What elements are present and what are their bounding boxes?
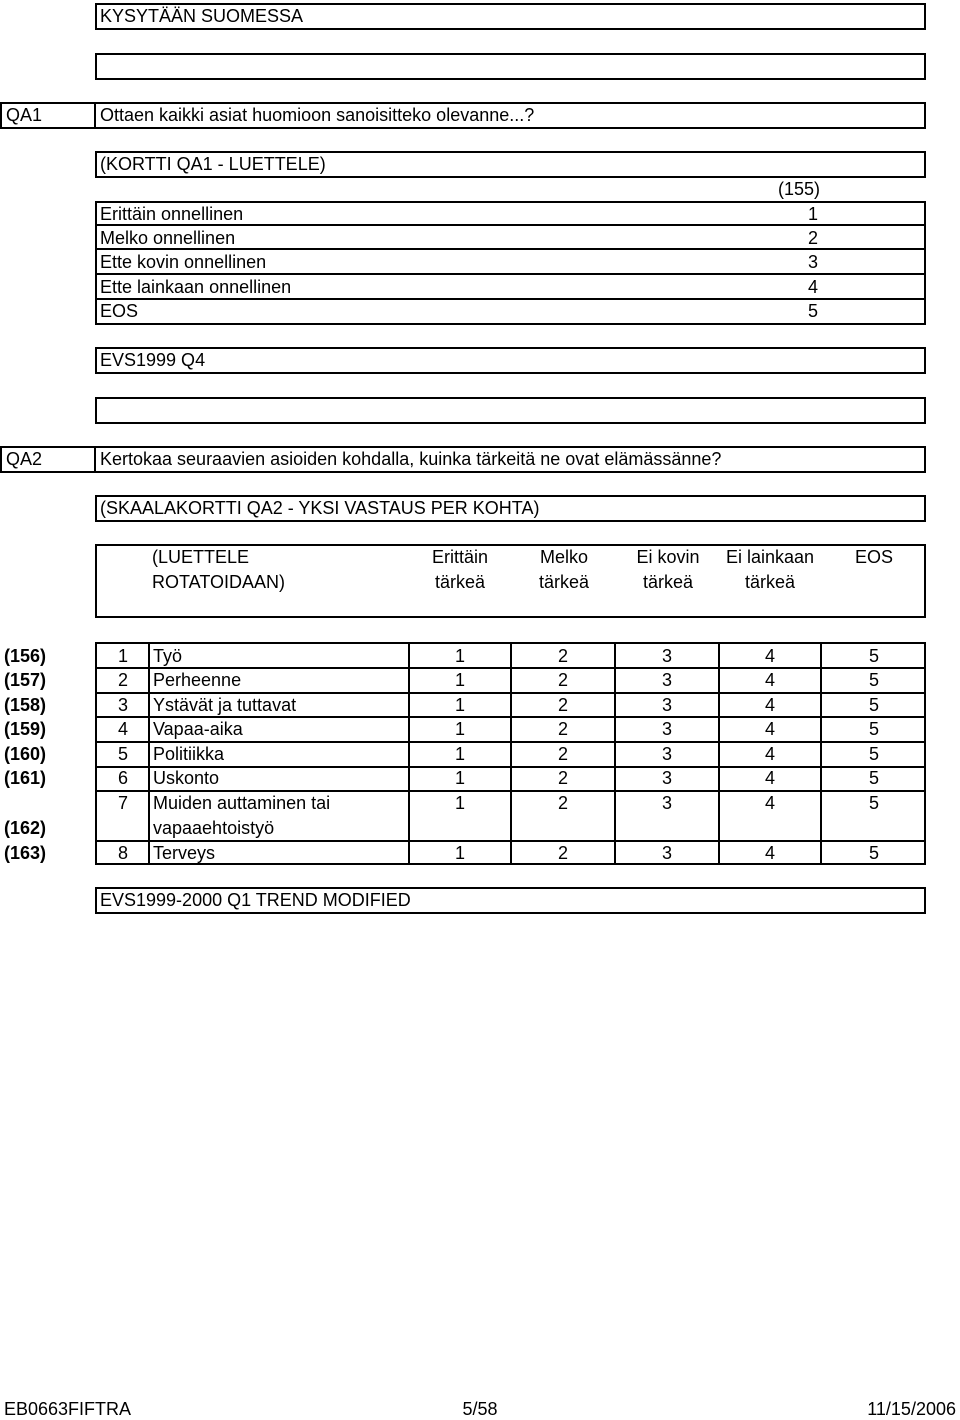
- qa2-row-var: (161): [4, 768, 47, 788]
- qa2-instruction: (SKAALAKORTTI QA2 - YKSI VASTAUS PER KOHTA): [100, 498, 540, 518]
- qa2-row-c1: 1: [454, 843, 465, 863]
- qa2-col1-header-line1: Erittäin: [431, 547, 489, 567]
- qa2-row-c3: 3: [661, 646, 672, 666]
- qa2-row-num: 8: [117, 843, 128, 863]
- qa2-row-num: 4: [117, 719, 128, 739]
- qa1-option-label: EOS: [100, 301, 139, 321]
- qa2-row-c2: 2: [557, 744, 568, 764]
- qa2-row-label: Vapaa-aika: [153, 719, 243, 739]
- qa2-row-c5: 5: [868, 695, 879, 715]
- qa1-option-code: 4: [807, 277, 818, 297]
- qa2-row-c3: 3: [661, 695, 672, 715]
- qa1-source: EVS1999 Q4: [100, 350, 206, 370]
- qa2-row-var: (156): [4, 646, 47, 666]
- qa2-col4-header-line1: Ei lainkaan: [725, 547, 815, 567]
- qa1-option-label: Melko onnellinen: [100, 228, 236, 248]
- qa2-question: Kertokaa seuraavien asioiden kohdalla, kuinka tärkeitä ne ovat elämässänne?: [100, 449, 722, 469]
- qa2-row-c1: 1: [454, 695, 465, 715]
- qa2-row-c5: 5: [868, 744, 879, 764]
- qa1-source-box: [95, 347, 926, 374]
- qa2-row-c3: 3: [661, 719, 672, 739]
- qa2-row-c5: 5: [868, 768, 879, 788]
- qa2-row-c4: 4: [764, 744, 775, 764]
- qa2-row-num: 3: [117, 695, 128, 715]
- qa2-row-c3: 3: [661, 768, 672, 788]
- qa2-row-c2: 2: [557, 719, 568, 739]
- qa2-items-header-line1: (LUETTELE: [152, 547, 250, 567]
- qa2-row-label: Politiikka: [153, 744, 225, 764]
- qa2-items-header-line2: ROTATOIDAAN): [152, 572, 286, 592]
- qa2-row-c5: 5: [868, 670, 879, 690]
- qa2-row-var: (157): [4, 670, 47, 690]
- qa2-row-c4: 4: [764, 719, 775, 739]
- qa2-row-label: Muiden auttaminen tai: [153, 793, 331, 813]
- qa2-row-c1: 1: [454, 719, 465, 739]
- qa2-row-c3: 3: [661, 670, 672, 690]
- qa1-option-code: 1: [807, 204, 818, 224]
- qa1-option-label: Erittäin onnellinen: [100, 204, 244, 224]
- qa2-row-c5: 5: [868, 646, 879, 666]
- qa2-row-c4: 4: [764, 670, 775, 690]
- qa2-row-c4: 4: [764, 768, 775, 788]
- qa2-col2-header-line1: Melko: [539, 547, 588, 567]
- qa2-col4-header-line2: tärkeä: [744, 572, 796, 592]
- qa1-option-code: 3: [807, 252, 818, 272]
- qa2-row-c3: 3: [661, 843, 672, 863]
- qa2-col3-header-line1: Ei kovin: [636, 547, 700, 567]
- qa2-row-num: 5: [117, 744, 128, 764]
- qa1-question: Ottaen kaikki asiat huomioon sanoisitteko olevanne...?: [100, 105, 535, 125]
- qa2-row-c5: 5: [868, 843, 879, 863]
- qa2-row-label-line2: vapaaehtoistyö: [153, 818, 275, 838]
- qa2-row-label: Uskonto: [153, 768, 220, 788]
- qa2-row-c4: 4: [764, 793, 775, 813]
- qa1-option-label: Ette kovin onnellinen: [100, 252, 267, 272]
- qa1-option-code: 5: [807, 301, 818, 321]
- qa2-row-c5: 5: [868, 793, 879, 813]
- qa2-source: EVS1999-2000 Q1 TREND MODIFIED: [100, 890, 411, 910]
- qa2-row-var: (160): [4, 744, 47, 764]
- footer-page-number: 5/58: [462, 1399, 498, 1419]
- qa2-row-c2: 2: [557, 695, 568, 715]
- empty-box-1: [95, 53, 926, 80]
- qa2-row-c2: 2: [557, 843, 568, 863]
- qa2-row-num: 2: [117, 670, 128, 690]
- qa2-row-c4: 4: [764, 646, 775, 666]
- qa2-row-label: Ystävät ja tuttavat: [153, 695, 297, 715]
- qa2-col3-header-line2: tärkeä: [642, 572, 694, 592]
- qa2-row-c2: 2: [557, 646, 568, 666]
- qa2-row-c2: 2: [557, 670, 568, 690]
- qa2-code: QA2: [6, 449, 43, 469]
- header-title: KYSYTÄÄN SUOMESSA: [100, 6, 304, 26]
- qa2-row-label: Terveys: [153, 843, 216, 863]
- qa2-row-c3: 3: [661, 793, 672, 813]
- qa2-row-c2: 2: [557, 793, 568, 813]
- qa2-row-c4: 4: [764, 843, 775, 863]
- qa2-row-c1: 1: [454, 670, 465, 690]
- qa2-row-num: 7: [117, 793, 128, 813]
- qa2-row-c1: 1: [454, 793, 465, 813]
- footer-doc-id: EB0663FIFTRA: [4, 1399, 132, 1419]
- qa2-row-var: (159): [4, 719, 47, 739]
- qa2-row-c1: 1: [454, 768, 465, 788]
- qa2-col2-header-line2: tärkeä: [538, 572, 590, 592]
- qa1-variable: (155): [777, 179, 820, 199]
- qa1-code: QA1: [6, 105, 43, 125]
- empty-box-2: [95, 397, 926, 424]
- qa2-row-var: (158): [4, 695, 47, 715]
- qa2-row-c1: 1: [454, 744, 465, 764]
- qa2-row-c1: 1: [454, 646, 465, 666]
- footer-date: 11/15/2006: [867, 1399, 956, 1419]
- qa2-row-c4: 4: [764, 695, 775, 715]
- qa1-instruction: (KORTTI QA1 - LUETTELE): [100, 154, 326, 174]
- qa2-col1-header-line2: tärkeä: [434, 572, 486, 592]
- qa2-row-num: 6: [117, 768, 128, 788]
- qa1-option-code: 2: [807, 228, 818, 248]
- qa2-row-label: Perheenne: [153, 670, 242, 690]
- qa2-row-label: Työ: [153, 646, 183, 666]
- qa2-row-c3: 3: [661, 744, 672, 764]
- qa2-row-var: (163): [4, 843, 47, 863]
- qa2-col5-header-line1: EOS: [854, 547, 893, 567]
- qa2-row-c5: 5: [868, 719, 879, 739]
- qa1-option-label: Ette lainkaan onnellinen: [100, 277, 292, 297]
- qa2-row-c2: 2: [557, 768, 568, 788]
- qa2-row-var: (162): [4, 818, 47, 838]
- qa2-row-num: 1: [117, 646, 128, 666]
